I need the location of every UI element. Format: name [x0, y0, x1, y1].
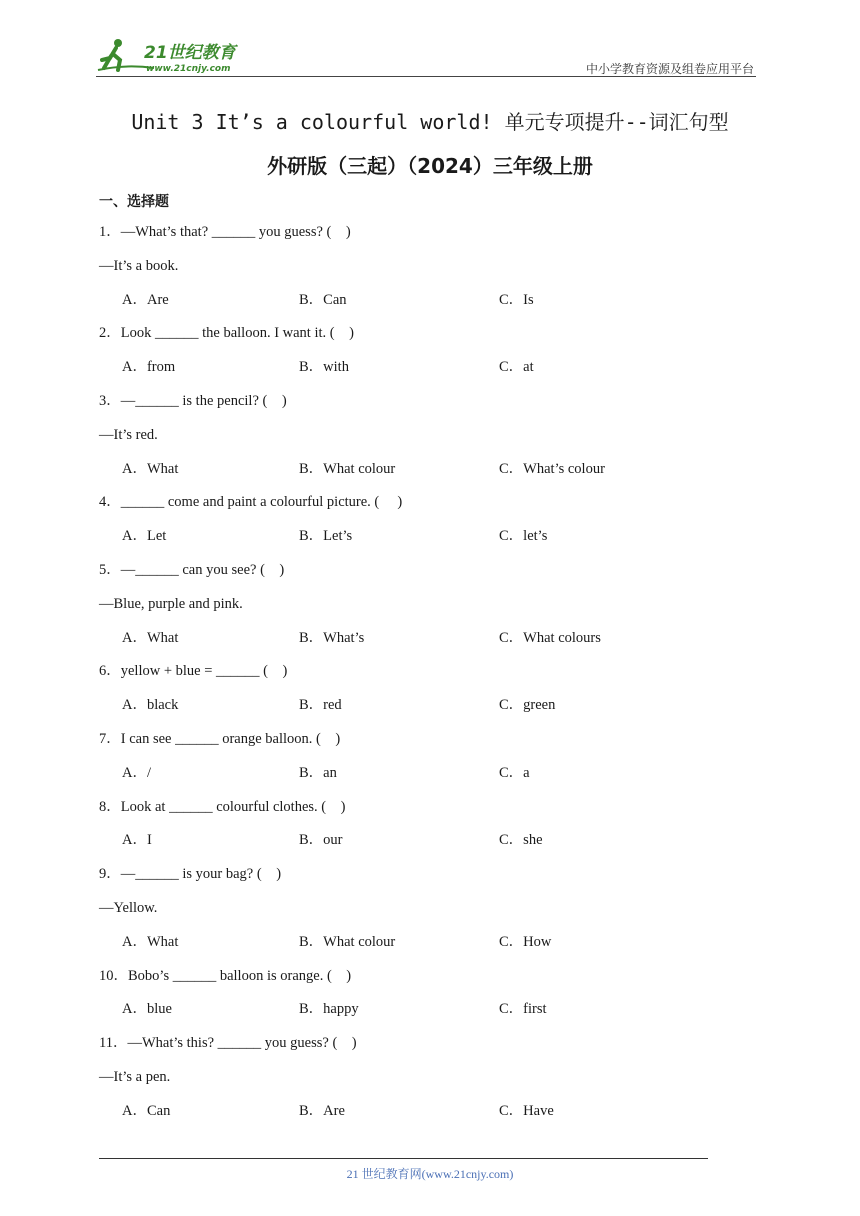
options-row: [0, 622, 860, 656]
question-text: 9．—______ is your bag? ( ): [99, 866, 282, 883]
question-line: [0, 858, 860, 892]
header-platform-text: 中小学教育资源及组卷应用平台: [585, 62, 754, 76]
option-c[interactable]: C．What’s colour: [499, 460, 605, 477]
question-line: [0, 554, 860, 588]
option-a[interactable]: A．blue: [122, 1001, 172, 1018]
options-row: [0, 1095, 860, 1129]
footer-link[interactable]: 21 世纪教育网(www.21cnjy.com): [346, 1167, 514, 1181]
options-row: [0, 520, 860, 554]
question-text: 6．yellow + blue = ______ ( ): [99, 663, 288, 680]
options-row: [0, 824, 860, 858]
question-list: [0, 216, 860, 1129]
option-a[interactable]: A．What: [122, 460, 179, 477]
question-line: [0, 723, 860, 757]
page-subtitle: 外研版（三起）（2024）三年级上册: [267, 154, 593, 178]
question-text: 8．Look at ______ colourful clothes. ( ): [99, 798, 346, 815]
option-a[interactable]: A．Can: [122, 1102, 171, 1119]
option-b[interactable]: B．Let’s: [299, 528, 353, 545]
header-divider: [96, 76, 756, 77]
question-line: [0, 1061, 860, 1095]
option-b[interactable]: B．an: [299, 764, 337, 781]
question-text: 3．—______ is the pencil? ( ): [99, 392, 287, 409]
option-a[interactable]: A．from: [122, 359, 176, 376]
question-line: [0, 216, 860, 250]
option-c[interactable]: C．at: [499, 359, 534, 376]
option-b[interactable]: B．Can: [299, 291, 347, 308]
options-row: [0, 757, 860, 791]
question-text: —Yellow.: [99, 899, 158, 916]
option-a[interactable]: A．What: [122, 629, 179, 646]
option-b[interactable]: B．What colour: [299, 460, 396, 477]
option-a[interactable]: A．I: [122, 832, 152, 849]
option-c[interactable]: C．What colours: [499, 629, 601, 646]
footer-divider: [99, 1158, 708, 1159]
question-text: 4．______ come and paint a colourful picture. ( ): [99, 494, 403, 511]
logo-text: 21世纪教育: [144, 43, 236, 63]
question-line: [0, 588, 860, 622]
question-text: 11．—What’s this? ______ you guess? ( ): [99, 1035, 357, 1052]
question-text: —Blue, purple and pink.: [99, 595, 243, 612]
question-text: 2．Look ______ the balloon. I want it. ( ): [99, 325, 354, 342]
options-row: [0, 926, 860, 960]
option-a[interactable]: A．Are: [122, 291, 169, 308]
question-line: [0, 791, 860, 825]
question-text: 7．I can see ______ orange balloon. ( ): [99, 730, 341, 747]
option-a[interactable]: A．What: [122, 933, 179, 950]
options-row: [0, 284, 860, 318]
question-line: [0, 892, 860, 926]
option-c[interactable]: C．let’s: [499, 528, 548, 545]
option-c[interactable]: C．Have: [499, 1102, 554, 1119]
question-text: —It’s a pen.: [99, 1068, 171, 1085]
question-line: [0, 419, 860, 453]
option-c[interactable]: C．How: [499, 933, 552, 950]
option-b[interactable]: B．Are: [299, 1102, 345, 1119]
option-b[interactable]: B．What’s: [299, 629, 365, 646]
site-logo: [96, 36, 256, 76]
option-c[interactable]: C．she: [499, 832, 543, 849]
options-row: [0, 689, 860, 723]
logo-url: www.21cnjy.com: [146, 64, 231, 74]
question-text: 10．Bobo’s ______ balloon is orange. ( ): [99, 967, 352, 984]
question-line: [0, 250, 860, 284]
option-c[interactable]: C．Is: [499, 291, 534, 308]
question-line: [0, 655, 860, 689]
option-b[interactable]: B．red: [299, 697, 342, 714]
question-line: [0, 960, 860, 994]
option-a[interactable]: A．Let: [122, 528, 167, 545]
question-text: —It’s red.: [99, 426, 158, 443]
question-line: [0, 385, 860, 419]
question-text: 1．—What’s that? ______ you guess? ( ): [99, 224, 351, 240]
question-line: [0, 1027, 860, 1061]
option-c[interactable]: C．a: [499, 764, 530, 781]
option-b[interactable]: B．happy: [299, 1001, 359, 1018]
options-row: [0, 351, 860, 385]
option-c[interactable]: C．first: [499, 1001, 547, 1018]
options-row: [0, 453, 860, 487]
options-row: [0, 993, 860, 1027]
page-title: Unit 3 It’s a colourful world! 单元专项提升--词汇句型: [131, 110, 729, 134]
question-text: 5．—______ can you see? ( ): [99, 561, 285, 578]
section-heading: 一、选择题: [99, 194, 169, 210]
option-c[interactable]: C．green: [499, 697, 556, 714]
question-line: [0, 317, 860, 351]
question-text: —It’s a book.: [99, 257, 179, 274]
option-a[interactable]: A．/: [122, 764, 151, 781]
option-b[interactable]: B．our: [299, 832, 343, 849]
option-b[interactable]: B．with: [299, 359, 349, 376]
option-b[interactable]: B．What colour: [299, 933, 396, 950]
question-line: [0, 486, 860, 520]
option-a[interactable]: A．black: [122, 697, 179, 714]
